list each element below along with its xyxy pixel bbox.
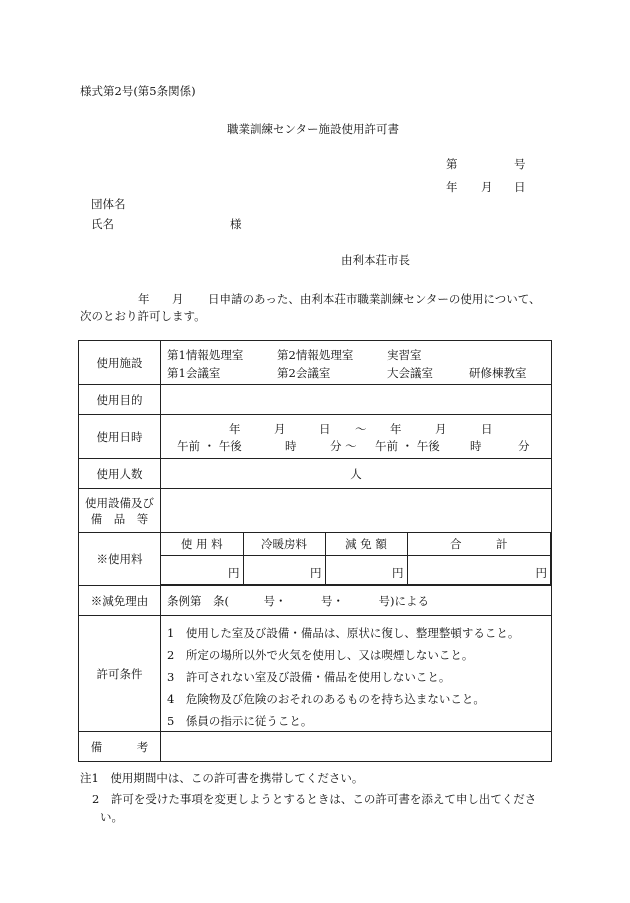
remarks-label: 備 考 bbox=[79, 732, 161, 762]
fee-header-reduction: 減 免 額 bbox=[325, 533, 407, 555]
room-6: 大会議室 bbox=[387, 366, 433, 380]
remarks-row bbox=[79, 732, 552, 762]
dt-tsuki2: 月 bbox=[435, 422, 447, 436]
note-2-line1: 2 許可を受けた事項を変更しようとするときは、この許可書を添えて申し出てくださ bbox=[92, 792, 537, 806]
equipment-label-line2: 備 品 等 bbox=[90, 511, 149, 526]
people-label: 使用人数 bbox=[79, 459, 161, 489]
datetime-value bbox=[161, 415, 552, 459]
condition-item: 2 所定の場所以外で火気を使用し、又は喫煙しないこと。 bbox=[167, 648, 474, 662]
dt-hi2: 日 bbox=[481, 422, 493, 436]
reduction-label: ※減免理由 bbox=[79, 586, 161, 616]
room-4: 第1会議室 bbox=[167, 366, 221, 380]
room-3: 実習室 bbox=[387, 348, 422, 362]
equipment-label-line1: 使用設備及び bbox=[85, 495, 154, 510]
people-unit: 人 bbox=[161, 459, 552, 489]
facility-row bbox=[79, 341, 552, 385]
note-2-line2: い。 bbox=[100, 810, 123, 824]
facility-label: 使用施設 bbox=[79, 341, 161, 385]
body-line1: 日申請のあった、由利本荘市職業訓練センターの使用について、 bbox=[208, 292, 541, 306]
purpose-row bbox=[79, 385, 552, 415]
date-hi: 日 bbox=[514, 180, 526, 194]
datetime-label: 使用日時 bbox=[79, 415, 161, 459]
dt-ji1: 時 bbox=[285, 439, 297, 453]
dt-ampm1: 午前 ・ 午後 bbox=[177, 439, 242, 453]
date-tsuki: 月 bbox=[481, 180, 493, 194]
equipment-row bbox=[79, 489, 552, 533]
fee-reduction-value bbox=[325, 555, 407, 585]
room-1: 第1情報処理室 bbox=[167, 348, 244, 362]
fee-total-value bbox=[407, 555, 551, 585]
condition-item: 5 係員の指示に従うこと。 bbox=[167, 714, 313, 728]
dt-nen1: 年 bbox=[229, 422, 241, 436]
fee-usage-value bbox=[161, 555, 243, 585]
note-1: 注1 使用期間中は、この許可書を携帯してください。 bbox=[80, 771, 364, 785]
body-tsuki: 月 bbox=[172, 292, 184, 306]
purpose-label: 使用目的 bbox=[79, 385, 161, 415]
fee-label: ※使用料 bbox=[79, 533, 161, 586]
form-number: 様式第2号(第5条関係) bbox=[80, 84, 196, 98]
condition-item: 1 使用した室及び設備・備品は、原状に復し、整理整頓すること。 bbox=[167, 626, 520, 640]
condition-item: 3 許可されない室及び設備・備品を使用しないこと。 bbox=[167, 670, 451, 684]
room-7: 研修棟教室 bbox=[469, 366, 527, 380]
permit-table bbox=[78, 340, 552, 762]
purpose-value bbox=[161, 385, 552, 415]
reduction-value bbox=[161, 586, 552, 616]
body-line2: 次のとおり許可します。 bbox=[80, 309, 206, 323]
yen-total: 円 bbox=[535, 566, 547, 580]
document-title: 職業訓練センター施設使用許可書 bbox=[227, 122, 400, 136]
equipment-value bbox=[161, 489, 552, 533]
datetime-row bbox=[79, 415, 552, 459]
issuer: 由利本荘市長 bbox=[341, 253, 410, 267]
number-go: 号 bbox=[514, 157, 526, 171]
dt-ampm2: 午前 ・ 午後 bbox=[375, 439, 440, 453]
fee-row bbox=[79, 533, 552, 586]
fee-header-total: 合 計 bbox=[407, 533, 551, 555]
name-label: 氏名 bbox=[91, 217, 114, 231]
honorific: 様 bbox=[230, 217, 242, 231]
fee-header-aircon: 冷暖房料 bbox=[243, 533, 325, 555]
dt-fun2: 分 bbox=[518, 439, 530, 453]
room-5: 第2会議室 bbox=[277, 366, 331, 380]
reduction-row bbox=[79, 586, 552, 616]
people-row bbox=[79, 459, 552, 489]
equipment-label bbox=[79, 489, 161, 533]
remarks-value bbox=[161, 732, 552, 762]
facility-rooms bbox=[161, 341, 552, 385]
date-nen: 年 bbox=[446, 180, 458, 194]
fee-grid bbox=[161, 533, 552, 586]
number-dai: 第 bbox=[446, 157, 458, 171]
body-nen: 年 bbox=[138, 292, 150, 306]
dt-tilde: 〜 bbox=[355, 422, 367, 436]
yen-reduction: 円 bbox=[392, 566, 404, 580]
dt-fun1: 分 〜 bbox=[330, 439, 357, 453]
reduction-text: 条例第 条( 号・ 号・ 号)による bbox=[167, 594, 429, 608]
room-2: 第2情報処理室 bbox=[277, 348, 354, 362]
dt-ji2: 時 bbox=[470, 439, 482, 453]
fee-aircon-value bbox=[243, 555, 325, 585]
condition-item: 4 危険物及び危険のおそれのあるものを持ち込まないこと。 bbox=[167, 692, 485, 706]
conditions-label: 許可条件 bbox=[79, 616, 161, 732]
yen-aircon: 円 bbox=[310, 566, 322, 580]
dt-tsuki1: 月 bbox=[274, 422, 286, 436]
group-name-label: 団体名 bbox=[91, 197, 126, 211]
fee-header-usage: 使 用 料 bbox=[161, 533, 243, 555]
dt-nen2: 年 bbox=[390, 422, 402, 436]
conditions-row bbox=[79, 616, 552, 732]
conditions-list bbox=[161, 616, 552, 732]
dt-hi1: 日 bbox=[319, 422, 331, 436]
yen-usage: 円 bbox=[228, 566, 240, 580]
